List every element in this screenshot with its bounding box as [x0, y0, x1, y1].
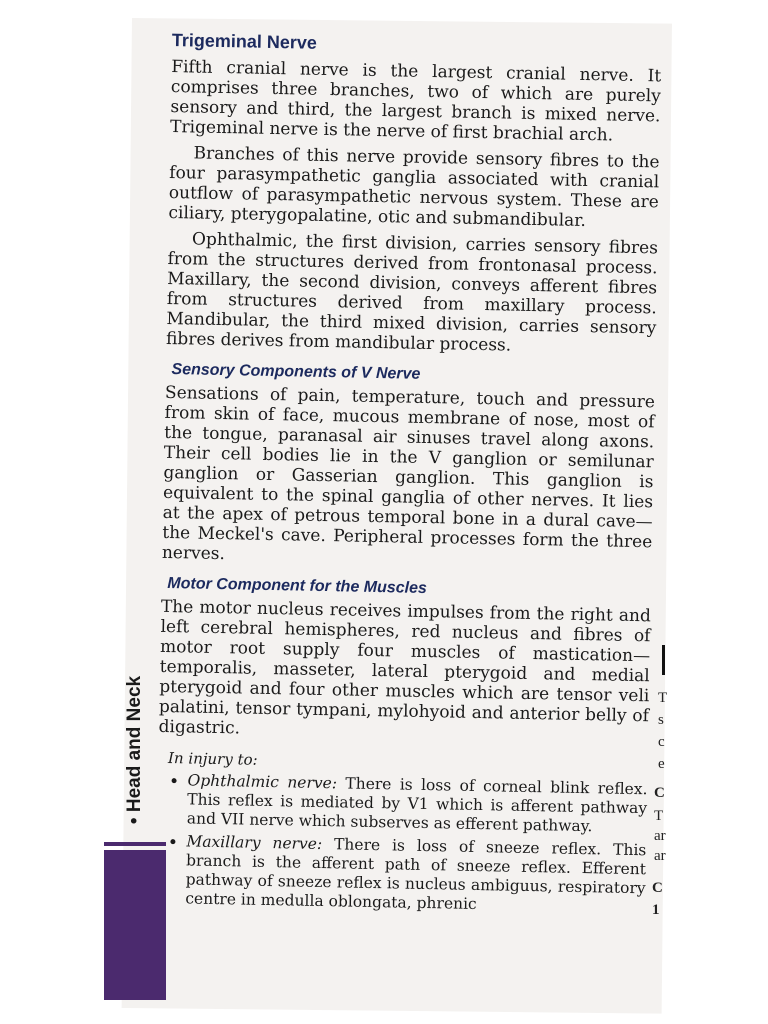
paragraph-intro: Fifth cranial nerve is the largest cranial nerve. It comprises three branches, two of which are purely sensory and third, the largest branch is mixed nerve. Trigeminal nerve is the nerve of first brachial arch. — [169, 56, 662, 146]
section-title: Trigeminal Nerve — [171, 30, 318, 53]
sensory-title: Sensory Components of V Nerve — [171, 361, 421, 383]
next-page-fragments — [650, 640, 680, 1000]
injury-text: There is loss of sneeze reflex. This branch is the afferent path of sneeze reflex. Efferent pathway of sneeze reflex is nucleus ambiguus, respiratory centre in medulla oblongata, phrenic — [185, 835, 647, 914]
injury-title: In injury to: — [167, 749, 258, 769]
fragment-text: c — [658, 734, 665, 750]
side-tab-label: • Head and Neck — [124, 675, 145, 825]
fragment-text: ar — [654, 848, 666, 864]
injury-list — [155, 771, 648, 917]
fragment-text: ar — [654, 828, 666, 844]
paragraph-divisions: Ophthalmic, the first division, carries sensory fibres from the structures derived from frontonasal process. Maxillary, the second division, conveys afferent fibres from structures derived from maxillary process. Mandibular, the third mixed division, carries sensory fibres derives from mandibular process. — [165, 229, 659, 356]
fragment-text: C — [652, 880, 663, 896]
injury-text: There is loss of corneal blink reflex. This reflex is mediated by V1 which is afferent pathway and VII nerve which subserves as efferent pathway. — [186, 774, 648, 836]
list-item — [185, 832, 646, 917]
injury-term: Maxillary nerve: — [186, 832, 323, 854]
list-item — [187, 771, 648, 837]
injury-term: Ophthalmic nerve: — [187, 771, 338, 793]
fragment-text: T — [658, 690, 668, 706]
sensory-text: Sensations of pain, temperature, touch and pressure from skin of face, mucous membrane of nose, most of the tongue, paranasal air sinuses travel along axons. Their cell bodies lie in the V ganglion or semilunar ganglion or Gasserian ganglion. This ganglion is equivalent to the spinal ganglia of other nerves. It lies at the apex of petrous temporal bone in a dural cave—the Meckel's cave. Peripheral processes form the three nerves. — [161, 382, 656, 565]
fragment-text: s — [658, 712, 664, 728]
fragment-text: C — [654, 785, 665, 801]
fragment-text: e — [658, 756, 665, 772]
paragraph-branches: Branches of this nerve provide sensory fibres to the four parasympathetic ganglia associated with cranial outflow of parasympathetic nervous system. These are ciliary, pterygopalatine, otic and submandibular. — [168, 143, 660, 231]
motor-text: The motor nucleus receives impulses from the right and left cerebral hemispheres, red nucleus and fibres of motor root supply four muscles of mastication—temporalis, masseter, lateral pterygoid and medial pterygoid and four other muscles which are tensor veli palatini, tensor tympani, mylohyoid and anterior belly of digastric. — [158, 596, 652, 739]
fragment-text: 1 — [652, 902, 660, 918]
fragment-text: T — [654, 808, 664, 824]
motor-title: Motor Component for the Muscles — [167, 575, 428, 597]
page-content — [155, 30, 662, 921]
